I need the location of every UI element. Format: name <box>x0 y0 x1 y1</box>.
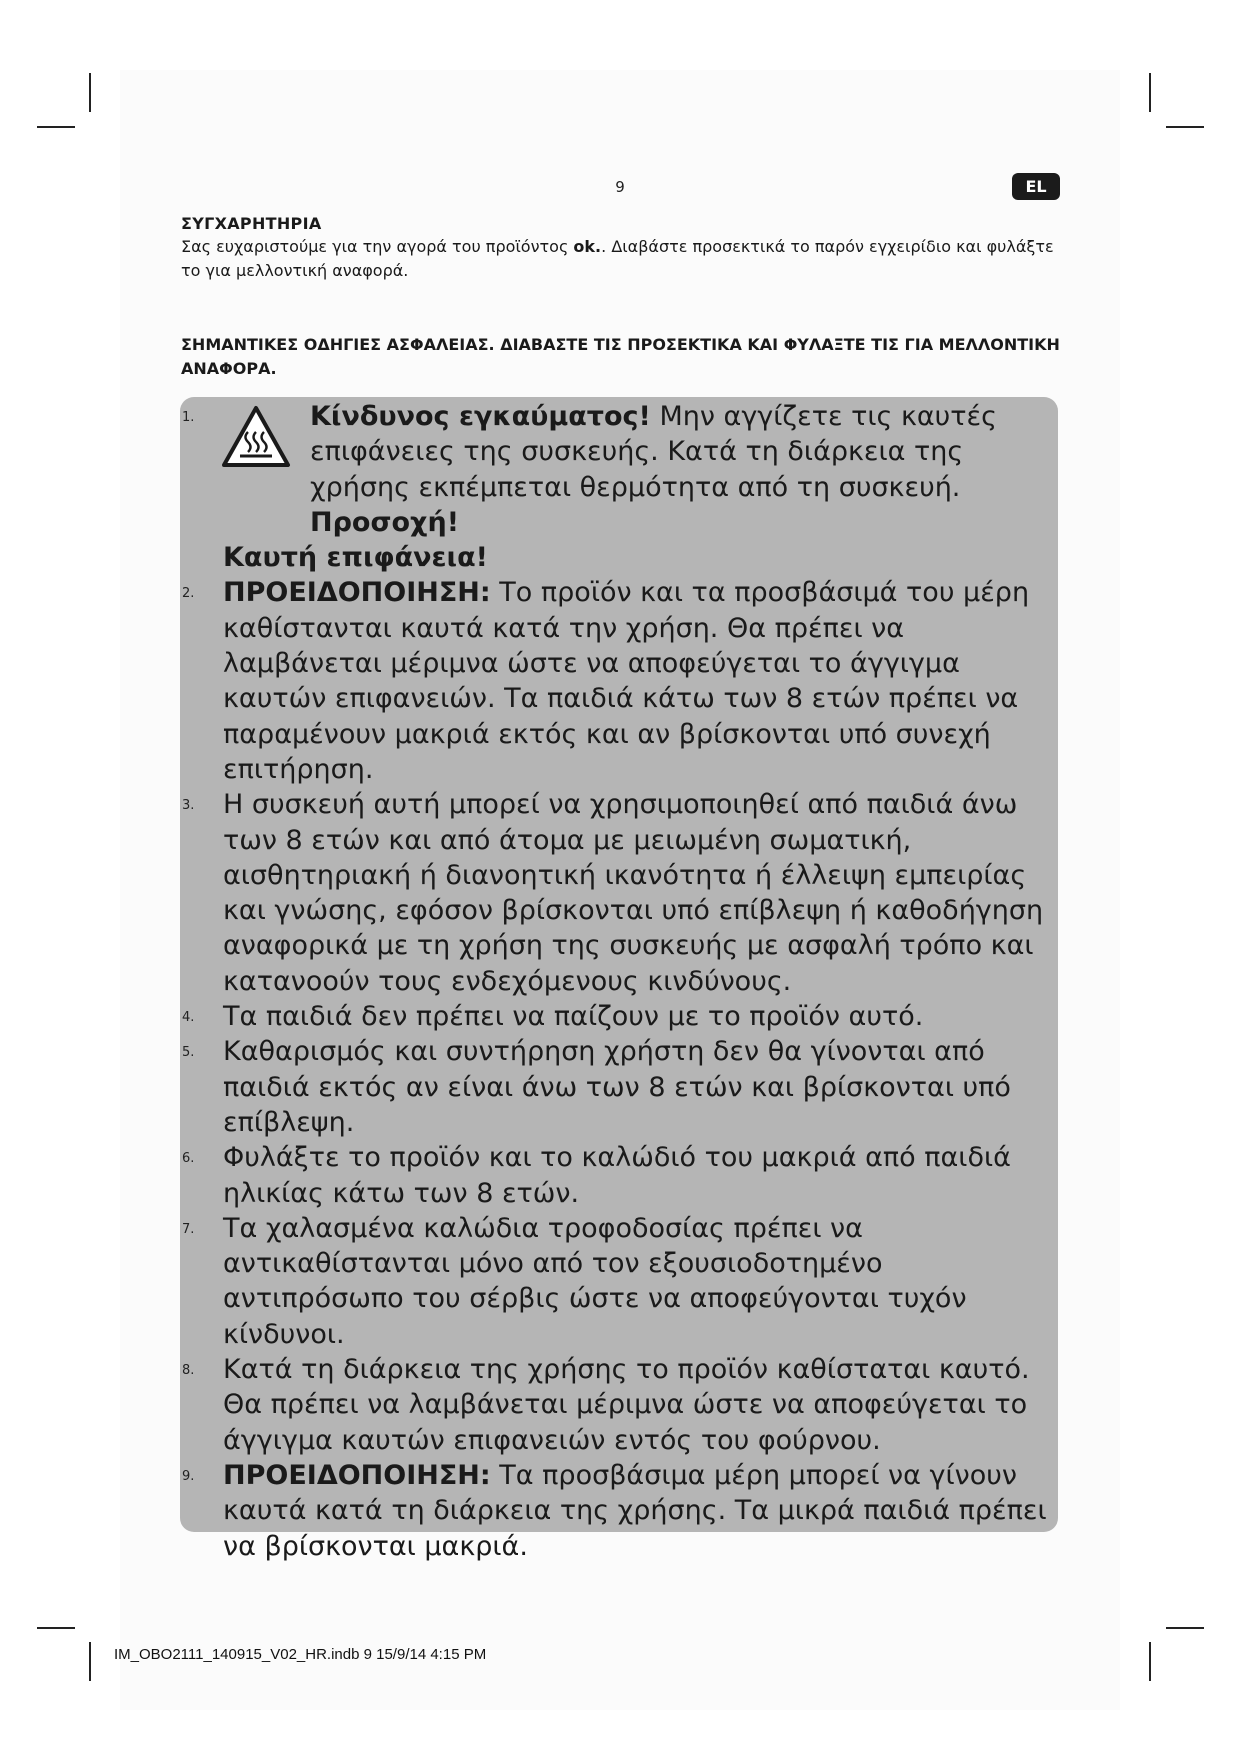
warning-item-6 <box>180 1140 1048 1211</box>
intro-text <box>181 235 1061 283</box>
item-number: 8. <box>182 1363 195 1379</box>
language-badge: EL <box>1012 173 1060 200</box>
warning-item-7 <box>180 1211 1048 1352</box>
warning-keyword: ΠΡΟΕΙΔΟΠΟΙΗΣΗ: <box>223 1459 491 1491</box>
hot-surface-label: Καυτή επιφάνεια! <box>223 542 488 574</box>
warning-item-2 <box>180 575 1048 787</box>
caution-label: Προσοχή! <box>310 506 460 538</box>
item-number: 2. <box>182 586 195 602</box>
warning-item-text: Κατά τη διάρκεια της χρήσης το προϊόν καθίσταται καυτό. Θα πρέπει να λαμβάνεται μέριμνα ώστε να αποφεύγεται το άγγιγμα καυτών επιφανειών εντός του φούρνου. <box>223 1354 1030 1456</box>
warning-item-5 <box>180 1034 1048 1140</box>
crop-mark <box>1149 73 1151 112</box>
item-number: 6. <box>182 1151 195 1167</box>
brand-name: ok. <box>573 237 602 256</box>
crop-mark <box>37 1627 75 1629</box>
warning-item-text: Τα χαλασμένα καλώδια τροφοδοσίας πρέπει να αντικαθίστανται μόνο από τον εξουσιοδοτημένο αντιπρόσωπο του σέρβις ώστε να αποφεύγονται τυχόν κίνδυνοι. <box>223 1212 967 1350</box>
burn-danger-label: Κίνδυνος εγκαύματος! <box>310 401 651 432</box>
page-number: 9 <box>615 178 625 196</box>
warning-item-text: Τα προσβάσιμα μέρη μπορεί να γίνουν καυτά κατά τη διάρκεια της χρήσης. Τα μικρά παιδιά πρέπει να βρίσκονται μακριά. <box>223 1459 1047 1562</box>
warning-item-1 <box>180 399 1048 575</box>
item-number: 9. <box>182 1468 195 1484</box>
item-number: 7. <box>182 1221 195 1237</box>
item-number: 1. <box>182 410 195 425</box>
crop-mark <box>89 1642 91 1681</box>
warning-item-4 <box>180 999 1048 1034</box>
crop-mark <box>1166 1627 1204 1629</box>
warning-item-text: Τα παιδιά δεν πρέπει να παίζουν με το προϊόν αυτό. <box>223 1001 924 1033</box>
crop-mark <box>37 126 75 128</box>
crop-mark <box>1166 126 1204 128</box>
crop-mark <box>1149 1642 1151 1681</box>
warning-keyword: ΠΡΟΕΙΔΟΠΟΙΗΣΗ: <box>223 577 491 609</box>
item-number: 4. <box>182 1010 195 1026</box>
safety-heading: ΣΗΜΑΝΤΙΚΕΣ ΟΔΗΓΙΕΣ ΑΣΦΑΛΕΙΑΣ. ΔΙΑΒΑΣΤΕ ΤΙΣ ΠΡΟΣΕΚΤΙΚΑ ΚΑΙ ΦΥΛΑΞΤΕ ΤΙΣ ΓΙΑ ΜΕΛΛΟΝΤΙΚΗ ΑΝΑΦΟΡΑ. <box>181 335 1060 378</box>
intro-section <box>181 214 1061 283</box>
warning-item-3 <box>180 787 1048 999</box>
item-number: 3. <box>182 798 195 814</box>
warning-item-text: Το προϊόν και τα προσβάσιμά του μέρη καθίστανται καυτά κατά την χρήση. Θα πρέπει να λαμβάνεται μέριμνα ώστε να αποφεύγεται το άγγιγμα καυτών επιφανειών. Τα παιδιά κάτω των 8 ετών πρέπει να παραμένουν μακριά εκτός και αν βρίσκονται υπό συνεχή επιτήρηση. <box>223 577 1030 785</box>
warning-item-text: Φυλάξτε το προϊόν και το καλώδιό του μακριά από παιδιά ηλικίας κάτω των 8 ετών. <box>223 1142 1011 1209</box>
warning-item-text: Η συσκευή αυτή μπορεί να χρησιμοποιηθεί από παιδιά άνω των 8 ετών και από άτομα με μειωμένη σωματική, αισθητηριακή ή διανοητική ικανότητα ή έλλειψη εμπειρίας και γνώσης, εφόσον βρίσκονται υπό επίβλεψη ή καθοδήγηση αναφορικά με τη χρήση της συσκευής με ασφαλή τρόπο και κατανοούν τους ενδεχόμενους κινδύνους. <box>223 789 1044 997</box>
print-footer: IM_OBO2111_140915_V02_HR.indb 9 15/9/14 4:15 PM <box>114 1646 487 1663</box>
warning-box <box>180 397 1058 1562</box>
intro-text-start: Σας ευχαριστούμε για την αγορά του προϊόντος <box>181 237 574 256</box>
warning-item-1-text <box>223 399 1048 575</box>
warning-item-text: Καθαρισμός και συντήρηση χρήστη δεν θα γίνονται από παιδιά εκτός αν είναι άνω των 8 ετών και βρίσκονται υπό επίβλεψη. <box>223 1036 1011 1138</box>
intro-text-end: . Διαβάστε προσεκτικά το παρόν εγχειρίδιο και φυλάξτε το για μελλοντική αναφορά. <box>181 237 1054 280</box>
item-number: 5. <box>182 1045 195 1061</box>
hot-surface-icon <box>221 405 291 469</box>
warning-item-1-body: Μην αγγίζετε τις καυτές επιφάνειες της συσκευής. Κατά τη διάρκεια της χρήσης εκπέμπεται θερμότητα από τη συσκευή. <box>310 401 997 503</box>
warning-item-8 <box>180 1352 1048 1458</box>
intro-title: ΣΥΓΧΑΡΗΤΗΡΙΑ <box>181 214 322 233</box>
warning-item-9 <box>180 1458 1048 1564</box>
crop-mark <box>89 73 91 112</box>
